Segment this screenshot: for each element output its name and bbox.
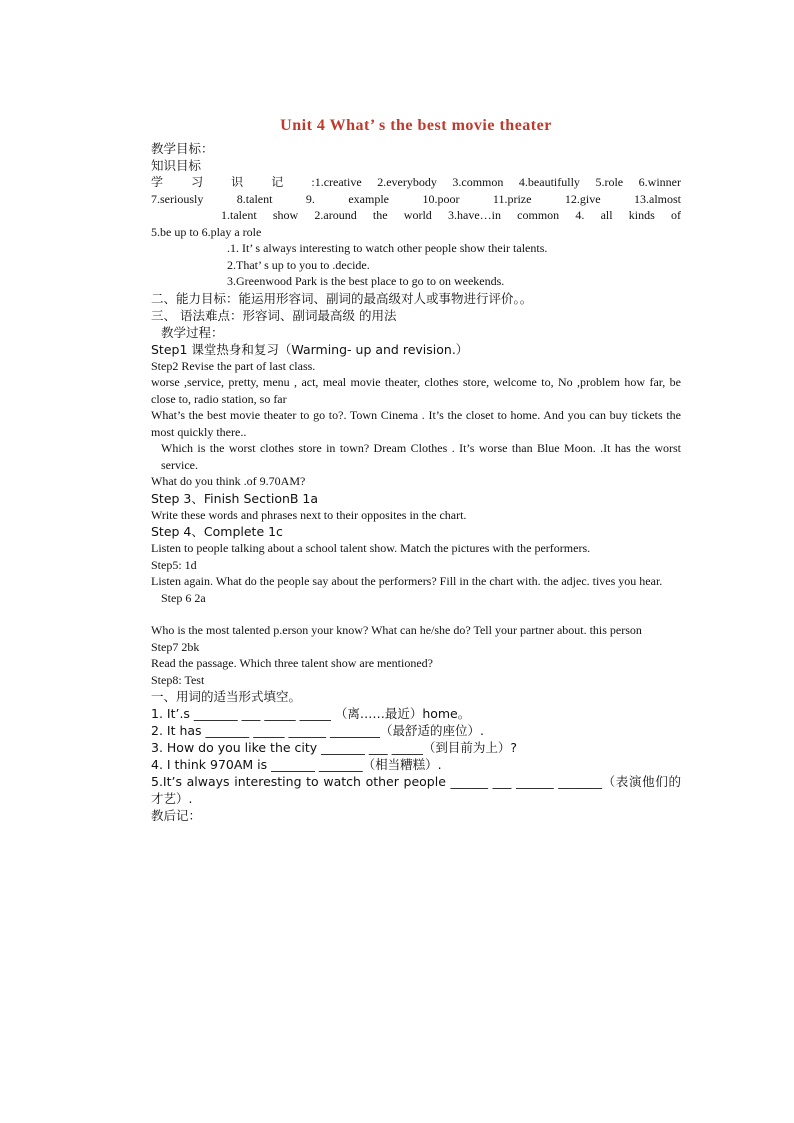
- step-6: Step 6 2a: [161, 590, 206, 605]
- test-item-5: 5.It’s always interesting to watch other people ______ ___ ______ _______（表演他们的才艺）.: [151, 774, 681, 806]
- phrase-line-2: 5.be up to 6.play a role: [151, 224, 262, 239]
- heading-knowledge: 知识目标: [151, 158, 202, 173]
- sentence-3: 3.Greenwood Park is the best place to go to on weekends.: [227, 274, 505, 288]
- step-7: Step7 2bk: [151, 639, 200, 654]
- question-2: Which is the worst clothes store in town? Dream Clothes . It’s worse than Blue Moon. .It has the worst service.: [161, 441, 681, 472]
- heading-process: 教学过程：: [161, 324, 224, 340]
- page-title: Unit 4 What’ s the best movie theater: [280, 117, 552, 134]
- question-1: What’s the best movie theater to go to?. Town Cinema . It’s the closet to home. And you can buy tickets the most quickly there..: [151, 408, 681, 439]
- step-8: Step8: Test: [151, 672, 205, 687]
- test-heading: 一、用词的适当形式填空。: [151, 689, 302, 704]
- step-3: Step 3、Finish SectionB 1a: [151, 490, 319, 506]
- ability-objective: 二、能力目标：能运用形容词、副词的最高级对人或事物进行评价。。: [151, 290, 533, 306]
- document-page: [151, 116, 681, 824]
- test-item-4: 4. I think 970AM is _______ _______（相当糟糕）.: [151, 757, 442, 772]
- sentence-2: 2.That’ s up to you to .decide.: [227, 257, 370, 272]
- step-5-text: Listen again. What do the people say about the performers? Fill in the chart with. the adjec. tives you hear.: [151, 574, 663, 588]
- heading-objectives: 教学目标：: [151, 141, 214, 156]
- step-6-text: Who is the most talented p.erson your know? What can he/she do? Tell your partner about. this person: [151, 623, 642, 637]
- step-4-text: Listen to people talking about a school talent show. Match the pictures with the performers.: [151, 541, 591, 555]
- sentence-1: .1. It’ s always interesting to watch other people show their talents.: [227, 241, 548, 255]
- test-item-1: 1. It’.s _______ ___ _____ _____ （离……最近）home。: [151, 706, 471, 721]
- phrase-line-1: 1.talent show 2.around the world 3.have…in common 4. all kinds of: [221, 208, 681, 222]
- grammar-difficulty: 三、 语法难点：形容词、副词最高级 的用法: [151, 307, 397, 323]
- heading-afterword: 教后记：: [151, 808, 202, 823]
- vocab-line-1: 学 习 识 记 :1.creative 2.everybody 3.common 4.beautifully 5.role 6.winner: [151, 175, 681, 189]
- vocab-words: worse ,service, pretty, menu , act, meal movie theater, clothes store, welcome to, No ,problem how far, be close to, radio station, so far: [151, 375, 681, 406]
- test-item-3: 3. How do you like the city _______ ___ _____（到目前为上）?: [151, 740, 517, 755]
- spacer: [151, 606, 681, 622]
- question-3: What do you think .of 9.70AM?: [151, 474, 306, 488]
- step-3-text: Write these words and phrases next to their opposites in the chart.: [151, 507, 467, 522]
- step-4: Step 4、Complete 1c: [151, 524, 283, 539]
- step-2: Step2 Revise the part of last class.: [151, 358, 316, 373]
- test-item-2: 2. It has _______ _____ ______ ________（最舒适的座位）.: [151, 723, 484, 738]
- step-1: Step1 课堂热身和复习（Warming- up and revision.）: [151, 341, 469, 357]
- step-5: Step5: 1d: [151, 557, 197, 572]
- vocab-line-2: 7.seriously 8.talent 9. example 10.poor 11.prize 12.give 13.almost: [151, 191, 681, 206]
- step-7-text: Read the passage. Which three talent show are mentioned?: [151, 656, 434, 670]
